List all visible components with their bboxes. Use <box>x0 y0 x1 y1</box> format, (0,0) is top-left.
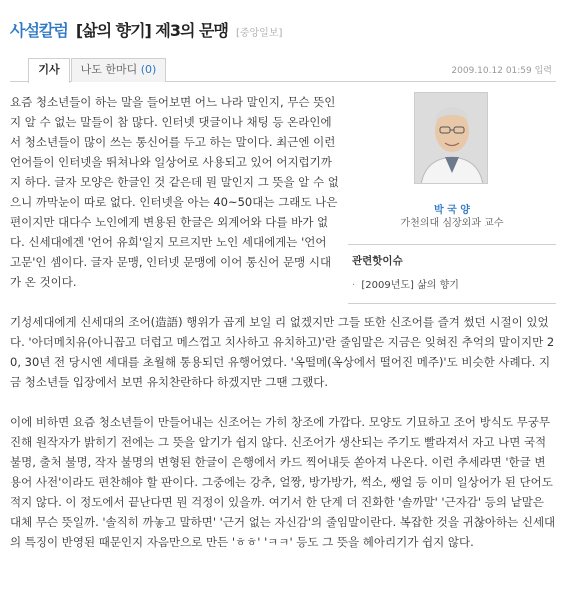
article-paragraph-2: 기성세대에게 신세대의 조어(造語) 행위가 곱게 보일 리 없겠지만 그들 또한 신조어를 즐겨 썼던 시절이 있었다. '아더메치유(아니꼽고 더럽고 메스껍고 치사하고 유치하고)'란 줄임말은 지금은 잊혀진 추억의 말이지만 20, 30년 전 당시엔 세대를 초월해 통용되던 유행어였다. '옥떨메(옥상에서 떨어진 메주)'도 비슷한 사례다. 지금 청소년들 입장에서 보면 유치찬란하다 하겠지만 그땐 그랬다. <box>10 315 555 389</box>
tab-article[interactable]: 기사 <box>28 58 70 83</box>
author-caption <box>348 204 556 230</box>
related-issue-item[interactable] <box>348 276 556 291</box>
source-label: [중앙일보] <box>235 28 283 39</box>
publish-timestamp: 2009.10.12 01:59 입력 <box>451 66 552 76</box>
article-paragraph-3: 이에 비하면 요즘 청소년들이 만들어내는 신조어는 가히 창조에 가깝다. 모양도 기묘하고 조어 방식도 무궁무진해 원작자가 밝히기 전에는 그 뜻을 알기가 쉽지 않다. 신조어가 생산되는 주기도 빨라져서 자고 나면 국적 불명, 출처 불명, 작자 불명의 변형된 한글이 은행에서 카드 찍어내듯 쏟아져 나온다. 이런 추세라면 '한글 변용어 사전'이라도 편찬해야 할 판이다. 그중에는 강추, 얼짱, 방가방가, 썩소, 쌩얼 등 이미 일상어가 된 단어도 적지 않다. 이 정도에서 끝난다면 뭔 걱정이 있을까. 여기서 한 단계 더 진화한 '솔까말' '근자감' 등의 낱말은 대체 무슨 뜻일까. '솔직히 까놓고 말하면' '근거 없는 자신감'의 줄임말이란다. 복잡한 것을 귀찮아하는 신세대의 특징이 반영된 때문인지 자음만으로 만든 'ㅎㅎ' 'ㅋㅋ' 등도 그 뜻을 헤아리기가 쉽지 않다. <box>10 415 556 549</box>
article-header <box>10 18 282 42</box>
tab-comment-label: 나도 한마디 <box>80 63 138 76</box>
page-title: [삶의 향기] 제3의 문맹 <box>75 21 228 40</box>
author-title: 가천의대 심장외과 교수 <box>400 218 504 229</box>
bullet-icon: · <box>352 280 356 291</box>
related-issue-link[interactable]: [2009년도] 삶의 향기 <box>361 280 459 291</box>
author-photo <box>414 92 488 184</box>
category-label[interactable]: 사설칼럼 <box>10 21 68 40</box>
article-paragraph-1: 요즘 청소년들이 하는 말을 들어보면 어느 나라 말인지, 무슨 뜻인지 알 수 없는 말들이 참 많다. 인터넷 댓글이나 채팅 등 온라인에서 청소년들이 많이 쓰는 통신어를 두고 하는 말이다. 최근엔 이런 언어들이 인터넷을 뛰쳐나와 일상어로 사용되고 있어 어지럽기까지 하다. 글자 모양은 한글인 것 같은데 뭔 말인지 그 뜻을 알 수 없으니 까막눈이 따로 없다. 인터넷을 아는 40~50대는 그래도 나은 편이지만 대다수 노인에게 변용된 한글은 외계어와 다를 바가 없다. 신세대에겐 '언어 유희'일지 모르지만 노인 세대에게는 '언어 고문'인 셈이다. 글자 문맹, 인터넷 문맹에 이어 통신어 문맹 시대가 온 것이다. <box>10 95 339 289</box>
related-issues-box <box>348 244 556 304</box>
related-issues-heading: 관련핫이슈 <box>352 255 403 267</box>
tab-comment[interactable] <box>71 58 166 82</box>
author-name: 박 국 양 <box>434 205 470 216</box>
tab-bar <box>10 57 556 82</box>
comment-count: (0) <box>140 63 157 76</box>
